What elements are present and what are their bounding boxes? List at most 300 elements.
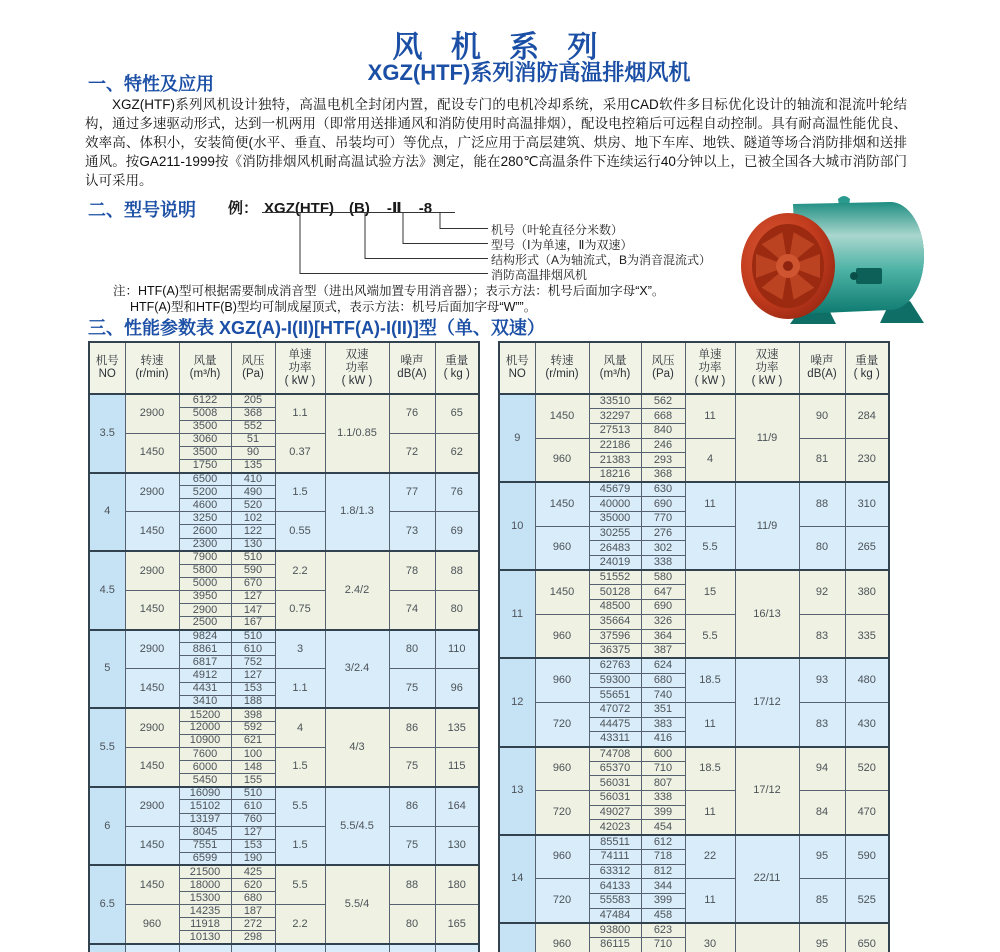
dual-speed-power-cell: 17/12 [735, 658, 799, 746]
column-header: 单速 功率 ( kW ) [275, 342, 325, 394]
rpm-cell: 2900 [125, 394, 179, 433]
table-row [499, 923, 889, 938]
table-row [89, 551, 479, 564]
model-example-speed: -Ⅱ [386, 200, 402, 217]
weight-cell: 650 [845, 923, 889, 952]
flow-cell: 5008 [179, 407, 231, 420]
section3-heading: 三、性能参数表 XGZ(A)-I(II)[HTF(A)-I(II)]型（单、双速） [88, 318, 545, 338]
page-subtitle: XGZ(HTF)系列消防高温排烟风机 [367, 60, 691, 85]
table-row [499, 791, 889, 806]
pressure-cell: 155 [231, 774, 275, 787]
flow-cell: 15200 [179, 708, 231, 721]
flow-cell: 6500 [179, 473, 231, 486]
pressure-cell: 147 [231, 604, 275, 617]
rpm-cell: 2900 [125, 630, 179, 669]
noise-cell: 78 [389, 551, 435, 590]
dual-speed-power-cell: 16/13 [735, 570, 799, 658]
machine-no-cell: 4 [89, 473, 125, 552]
flow-cell: 32297 [589, 409, 641, 424]
weight-cell: 130 [435, 826, 479, 865]
pressure-cell: 190 [231, 852, 275, 865]
pressure-cell: 148 [231, 761, 275, 774]
machine-no-cell: 6.5 [89, 865, 125, 944]
single-speed-power-cell: 2.2 [275, 905, 325, 944]
rpm-cell: 1450 [535, 482, 589, 526]
pressure-cell: 710 [641, 937, 685, 952]
flow-cell: 55651 [589, 688, 641, 703]
column-header: 风量 (m³/h) [179, 342, 231, 394]
weight-cell: 470 [845, 791, 889, 835]
rpm-cell: 1450 [125, 512, 179, 551]
flow-cell: 16090 [179, 787, 231, 800]
noise-cell: 88 [799, 482, 845, 526]
weight-cell: 96 [435, 669, 479, 708]
table-row [499, 482, 889, 497]
noise-cell: 80 [799, 526, 845, 570]
table-row [89, 944, 479, 952]
single-speed-power-cell: 5.5 [275, 865, 325, 904]
single-speed-power-cell: 1.5 [275, 748, 325, 787]
single-speed-power-cell: 1.5 [275, 473, 325, 512]
table-row [89, 905, 479, 918]
pressure-cell: 807 [641, 776, 685, 791]
page-title: 风 机 系 列 [392, 31, 608, 64]
pressure-cell: 368 [641, 467, 685, 482]
flow-cell: 5450 [179, 774, 231, 787]
flow-cell: 3060 [179, 433, 231, 446]
pressure-cell: 102 [231, 512, 275, 525]
pressure-cell [231, 944, 275, 952]
flow-cell: 44475 [589, 717, 641, 732]
flow-cell: 14235 [179, 905, 231, 918]
callout-model-speed: 型号（Ⅰ为单速，Ⅱ为双速） [491, 238, 633, 252]
pressure-cell: 100 [231, 748, 275, 761]
pressure-cell: 840 [641, 423, 685, 438]
single-speed-power-cell: 3 [275, 630, 325, 669]
weight-cell: 80 [435, 590, 479, 629]
model-example-structure: (B) [349, 200, 370, 217]
pressure-cell: 130 [231, 538, 275, 551]
pressure-cell: 610 [231, 643, 275, 656]
flow-cell: 8045 [179, 826, 231, 839]
dual-speed-power-cell: 17/12 [735, 747, 799, 835]
rpm-cell: 1450 [535, 394, 589, 438]
pressure-cell: 338 [641, 791, 685, 806]
noise-cell: 75 [389, 826, 435, 865]
model-example-prefix: 例： [228, 200, 259, 217]
pressure-cell: 647 [641, 585, 685, 600]
column-header: 风量 (m³/h) [589, 342, 641, 394]
rpm-cell: 1450 [535, 570, 589, 614]
pressure-cell: 368 [231, 407, 275, 420]
pressure-cell: 246 [641, 438, 685, 453]
flow-cell: 18216 [589, 467, 641, 482]
weight-cell: 69 [435, 512, 479, 551]
rpm-cell: 960 [125, 905, 179, 944]
pressure-cell: 623 [641, 923, 685, 938]
weight-cell: 310 [845, 482, 889, 526]
rpm-cell: 960 [535, 923, 589, 952]
column-header: 单速 功率 ( kW ) [685, 342, 735, 394]
flow-cell: 64133 [589, 879, 641, 894]
flow-cell: 47072 [589, 702, 641, 717]
machine-no-cell: 5.5 [89, 708, 125, 787]
table-row [89, 512, 479, 525]
flow-cell: 55583 [589, 893, 641, 908]
flow-cell: 3500 [179, 446, 231, 459]
pressure-cell: 338 [641, 556, 685, 571]
flow-cell: 6000 [179, 761, 231, 774]
single-speed-power-cell: 0.37 [275, 433, 325, 472]
pressure-cell: 590 [231, 564, 275, 577]
noise-cell: 76 [389, 394, 435, 433]
pressure-cell: 272 [231, 918, 275, 931]
flow-cell: 5200 [179, 486, 231, 499]
flow-cell: 33510 [589, 394, 641, 409]
single-speed-power-cell [275, 944, 325, 952]
weight-cell: 525 [845, 879, 889, 923]
pressure-cell: 153 [231, 682, 275, 695]
rpm-cell: 960 [535, 747, 589, 791]
flow-cell: 11918 [179, 918, 231, 931]
weight-cell: 110 [435, 630, 479, 669]
callout-machine-no: 机号（叶轮直径分米数） [491, 223, 624, 237]
machine-no-cell: 13 [499, 747, 535, 835]
machine-no-cell: 9 [499, 394, 535, 482]
rpm-cell: 1450 [125, 590, 179, 629]
pressure-cell: 620 [231, 878, 275, 891]
column-header: 双速 功率 ( kW ) [325, 342, 389, 394]
pressure-cell: 276 [641, 526, 685, 541]
weight-cell [435, 944, 479, 952]
column-header: 机号 NO [89, 342, 125, 394]
dual-speed-power-cell: 5.5/4 [325, 865, 389, 944]
column-header: 机号 NO [499, 342, 535, 394]
pressure-cell: 351 [641, 702, 685, 717]
noise-cell: 86 [389, 787, 435, 826]
noise-cell: 93 [799, 658, 845, 702]
single-speed-power-cell: 22 [685, 835, 735, 879]
pressure-cell: 127 [231, 669, 275, 682]
weight-cell: 590 [845, 835, 889, 879]
pressure-cell: 416 [641, 732, 685, 747]
rpm-cell [125, 944, 179, 952]
weight-cell: 135 [435, 708, 479, 747]
noise-cell: 84 [799, 791, 845, 835]
flow-cell: 6122 [179, 394, 231, 407]
flow-cell: 56031 [589, 776, 641, 791]
flow-cell: 5800 [179, 564, 231, 577]
flow-cell: 6599 [179, 852, 231, 865]
pressure-cell: 127 [231, 590, 275, 603]
rpm-cell: 960 [535, 438, 589, 482]
weight-cell: 480 [845, 658, 889, 702]
rpm-cell: 960 [535, 835, 589, 879]
flow-cell: 35664 [589, 614, 641, 629]
dual-speed-power-cell: 3/2.4 [325, 630, 389, 709]
rpm-cell: 720 [535, 879, 589, 923]
machine-no-cell [499, 923, 535, 952]
pressure-cell: 562 [641, 394, 685, 409]
single-speed-power-cell: 5.5 [685, 614, 735, 658]
noise-cell: 75 [389, 748, 435, 787]
single-speed-power-cell: 30 [685, 923, 735, 952]
pressure-cell: 490 [231, 486, 275, 499]
rpm-cell: 960 [535, 614, 589, 658]
dual-speed-power-cell: 11/9 [735, 482, 799, 570]
weight-cell: 380 [845, 570, 889, 614]
pressure-cell: 510 [231, 551, 275, 564]
model-example-size: -8 [418, 200, 433, 217]
table-row [499, 658, 889, 673]
pressure-cell: 510 [231, 630, 275, 643]
table-row [89, 787, 479, 800]
rpm-cell: 2900 [125, 551, 179, 590]
pressure-cell: 167 [231, 617, 275, 630]
pressure-cell: 680 [641, 673, 685, 688]
table-row [89, 865, 479, 878]
single-speed-power-cell: 4 [275, 708, 325, 747]
pressure-cell: 520 [231, 499, 275, 512]
rpm-cell: 720 [535, 791, 589, 835]
column-header: 转速 (r/min) [125, 342, 179, 394]
table-row [499, 702, 889, 717]
performance-table-right [498, 341, 890, 952]
pressure-cell: 188 [231, 695, 275, 708]
table-row [499, 438, 889, 453]
machine-no-cell: 10 [499, 482, 535, 570]
noise-cell: 80 [389, 630, 435, 669]
flow-cell: 51552 [589, 570, 641, 585]
weight-cell: 180 [435, 865, 479, 904]
flow-cell: 15300 [179, 892, 231, 905]
single-speed-power-cell: 11 [685, 394, 735, 438]
flow-cell: 43311 [589, 732, 641, 747]
single-speed-power-cell: 15 [685, 570, 735, 614]
pressure-cell: 153 [231, 839, 275, 852]
weight-cell: 76 [435, 473, 479, 512]
flow-cell: 65370 [589, 761, 641, 776]
flow-cell: 7900 [179, 551, 231, 564]
pressure-cell: 425 [231, 865, 275, 878]
table-row [499, 526, 889, 541]
dual-speed-power-cell: 22/11 [735, 835, 799, 923]
pressure-cell: 812 [641, 864, 685, 879]
pressure-cell: 580 [641, 570, 685, 585]
flow-cell: 4431 [179, 682, 231, 695]
table-row [89, 394, 479, 407]
pressure-cell: 51 [231, 433, 275, 446]
table-row [89, 708, 479, 721]
rpm-cell: 1450 [125, 748, 179, 787]
flow-cell: 7600 [179, 748, 231, 761]
pressure-cell: 122 [231, 525, 275, 538]
flow-cell: 5000 [179, 577, 231, 590]
weight-cell: 165 [435, 905, 479, 944]
table-row [499, 747, 889, 762]
single-speed-power-cell: 11 [685, 879, 735, 923]
pressure-cell: 690 [641, 497, 685, 512]
weight-cell: 164 [435, 787, 479, 826]
dual-speed-power-cell: 2.4/2 [325, 551, 389, 630]
pressure-cell: 760 [231, 813, 275, 826]
flow-cell: 8861 [179, 643, 231, 656]
single-speed-power-cell: 4 [685, 438, 735, 482]
pressure-cell: 630 [641, 482, 685, 497]
rpm-cell: 1450 [125, 669, 179, 708]
dual-speed-power-cell: 1.8/1.3 [325, 473, 389, 552]
fan-product-image [738, 196, 943, 324]
pressure-cell: 458 [641, 908, 685, 923]
single-speed-power-cell: 2.2 [275, 551, 325, 590]
table-row [89, 669, 479, 682]
dual-speed-power-cell [735, 923, 799, 952]
pressure-cell: 454 [641, 820, 685, 835]
flow-cell: 9824 [179, 630, 231, 643]
pressure-cell: 690 [641, 600, 685, 615]
table-row [499, 879, 889, 894]
noise-cell: 90 [799, 394, 845, 438]
pressure-cell: 205 [231, 394, 275, 407]
callout-fan-type: 消防高温排烟风机 [491, 268, 588, 282]
pressure-cell: 387 [641, 644, 685, 659]
weight-cell: 65 [435, 394, 479, 433]
flow-cell: 13197 [179, 813, 231, 826]
machine-no-cell: 11 [499, 570, 535, 658]
note-line-1: 注：HTF(A)型可根据需要制成消音型（进出风端加置专用消音器）；表示方法：机号后面加字母“X”。 [113, 284, 665, 298]
flow-cell: 59300 [589, 673, 641, 688]
pressure-cell: 592 [231, 721, 275, 734]
pressure-cell: 668 [641, 409, 685, 424]
flow-cell: 3500 [179, 420, 231, 433]
flow-cell: 2600 [179, 525, 231, 538]
single-speed-power-cell: 1.5 [275, 826, 325, 865]
table-row [499, 570, 889, 585]
pressure-cell: 718 [641, 849, 685, 864]
flow-cell: 4600 [179, 499, 231, 512]
column-header: 噪声 dB(A) [389, 342, 435, 394]
flow-cell: 56031 [589, 791, 641, 806]
flow-cell: 27513 [589, 423, 641, 438]
pressure-cell: 770 [641, 512, 685, 527]
dual-speed-power-cell: 11/9 [735, 394, 799, 482]
rpm-cell: 2900 [125, 787, 179, 826]
flow-cell: 3410 [179, 695, 231, 708]
noise-cell: 94 [799, 747, 845, 791]
noise-cell: 83 [799, 702, 845, 746]
pressure-cell: 740 [641, 688, 685, 703]
pressure-cell: 510 [231, 787, 275, 800]
noise-cell: 85 [799, 879, 845, 923]
pressure-cell: 302 [641, 541, 685, 556]
pressure-cell: 383 [641, 717, 685, 732]
rpm-cell: 960 [535, 658, 589, 702]
column-header: 转速 (r/min) [535, 342, 589, 394]
table-row [499, 835, 889, 850]
column-header: 噪声 dB(A) [799, 342, 845, 394]
column-header: 双速 功率 ( kW ) [735, 342, 799, 394]
rpm-cell: 2900 [125, 473, 179, 512]
performance-table-left [88, 341, 480, 952]
flow-cell: 4912 [179, 669, 231, 682]
machine-no-cell: 14 [499, 835, 535, 923]
pressure-cell: 670 [231, 577, 275, 590]
single-speed-power-cell: 0.55 [275, 512, 325, 551]
flow-cell: 26483 [589, 541, 641, 556]
flow-cell: 36375 [589, 644, 641, 659]
single-speed-power-cell: 11 [685, 702, 735, 746]
pressure-cell: 127 [231, 826, 275, 839]
dual-speed-power-cell: 1.1/0.85 [325, 394, 389, 473]
pressure-cell: 399 [641, 893, 685, 908]
noise-cell: 73 [389, 512, 435, 551]
flow-cell: 48500 [589, 600, 641, 615]
noise-cell [389, 944, 435, 952]
noise-cell: 86 [389, 708, 435, 747]
table-row [89, 630, 479, 643]
noise-cell: 95 [799, 835, 845, 879]
weight-cell: 335 [845, 614, 889, 658]
flow-cell: 10900 [179, 734, 231, 747]
flow-cell: 22186 [589, 438, 641, 453]
flow-cell: 47484 [589, 908, 641, 923]
flow-cell: 49027 [589, 805, 641, 820]
flow-cell: 10130 [179, 931, 231, 944]
weight-cell: 284 [845, 394, 889, 438]
machine-no-cell: 4.5 [89, 551, 125, 630]
machine-no-cell: 6 [89, 787, 125, 866]
weight-cell: 88 [435, 551, 479, 590]
note-line-2: HTF(A)型和HTF(B)型均可制成屋顶式，表示方法：机号后面加字母“W””。 [130, 300, 537, 314]
flow-cell: 37596 [589, 629, 641, 644]
flow-cell: 1750 [179, 459, 231, 472]
dual-speed-power-cell: 4/3 [325, 708, 389, 787]
pressure-cell: 344 [641, 879, 685, 894]
table-row [499, 614, 889, 629]
rpm-cell: 1450 [125, 433, 179, 472]
flow-cell: 74111 [589, 849, 641, 864]
pressure-cell: 624 [641, 658, 685, 673]
single-speed-power-cell: 18.5 [685, 658, 735, 702]
single-speed-power-cell: 11 [685, 482, 735, 526]
flow-cell: 3950 [179, 590, 231, 603]
pressure-cell: 752 [231, 656, 275, 669]
pressure-cell: 298 [231, 931, 275, 944]
flow-cell: 12000 [179, 721, 231, 734]
column-header: 重量 ( kg ) [845, 342, 889, 394]
flow-cell: 63312 [589, 864, 641, 879]
single-speed-power-cell: 11 [685, 791, 735, 835]
machine-no-cell: 12 [499, 658, 535, 746]
flow-cell: 3250 [179, 512, 231, 525]
column-header: 重量 ( kg ) [435, 342, 479, 394]
pressure-cell: 710 [641, 761, 685, 776]
weight-cell: 265 [845, 526, 889, 570]
dual-speed-power-cell: 5.5/4.5 [325, 787, 389, 866]
pressure-cell: 135 [231, 459, 275, 472]
dual-speed-power-cell [325, 944, 389, 952]
machine-no-cell: 5 [89, 630, 125, 709]
column-header: 风压 (Pa) [641, 342, 685, 394]
single-speed-power-cell: 5.5 [275, 787, 325, 826]
flow-cell: 74708 [589, 747, 641, 762]
flow-cell: 86115 [589, 937, 641, 952]
pressure-cell: 187 [231, 905, 275, 918]
pressure-cell: 610 [231, 800, 275, 813]
flow-cell: 45679 [589, 482, 641, 497]
flow-cell: 93800 [589, 923, 641, 938]
pressure-cell: 621 [231, 734, 275, 747]
